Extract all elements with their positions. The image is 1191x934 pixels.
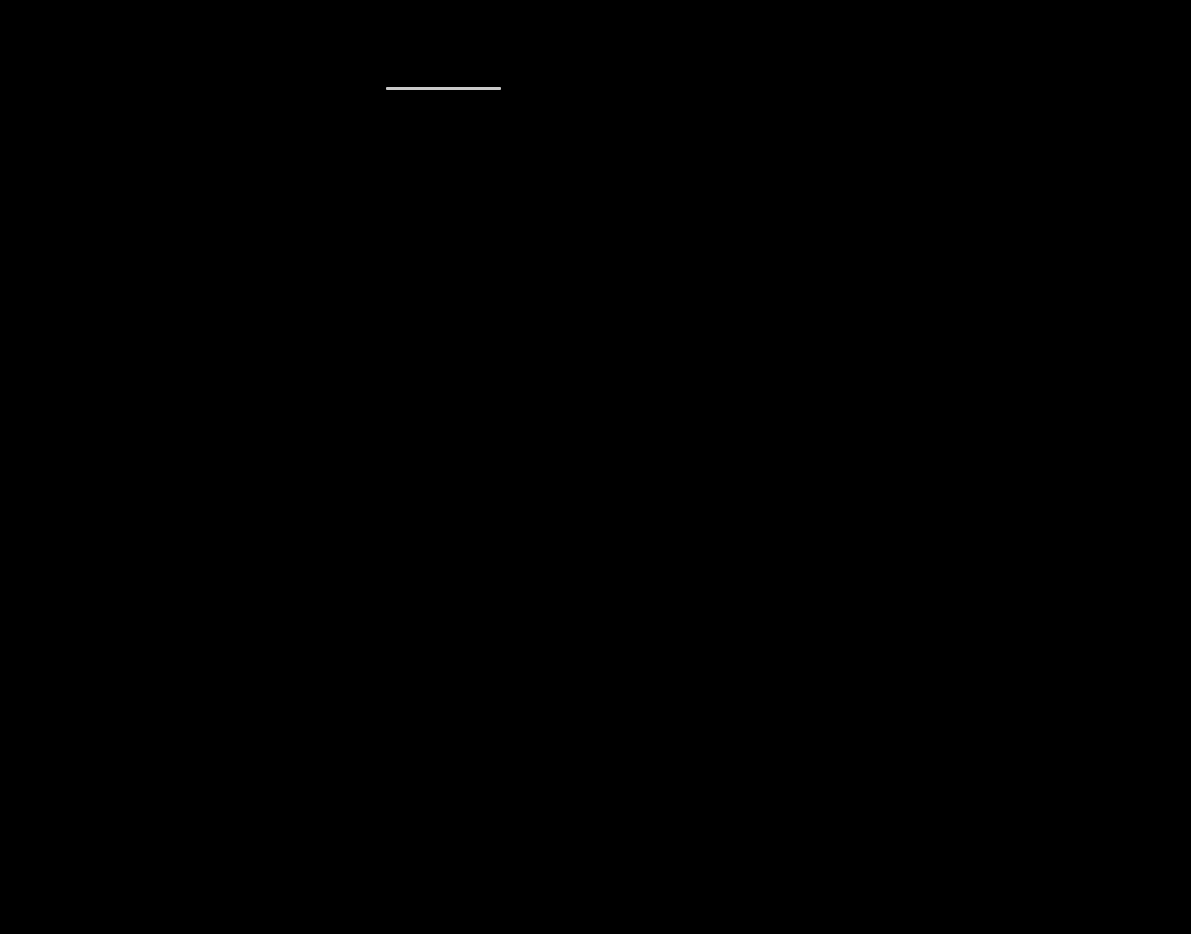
loading-bar [386,87,501,90]
